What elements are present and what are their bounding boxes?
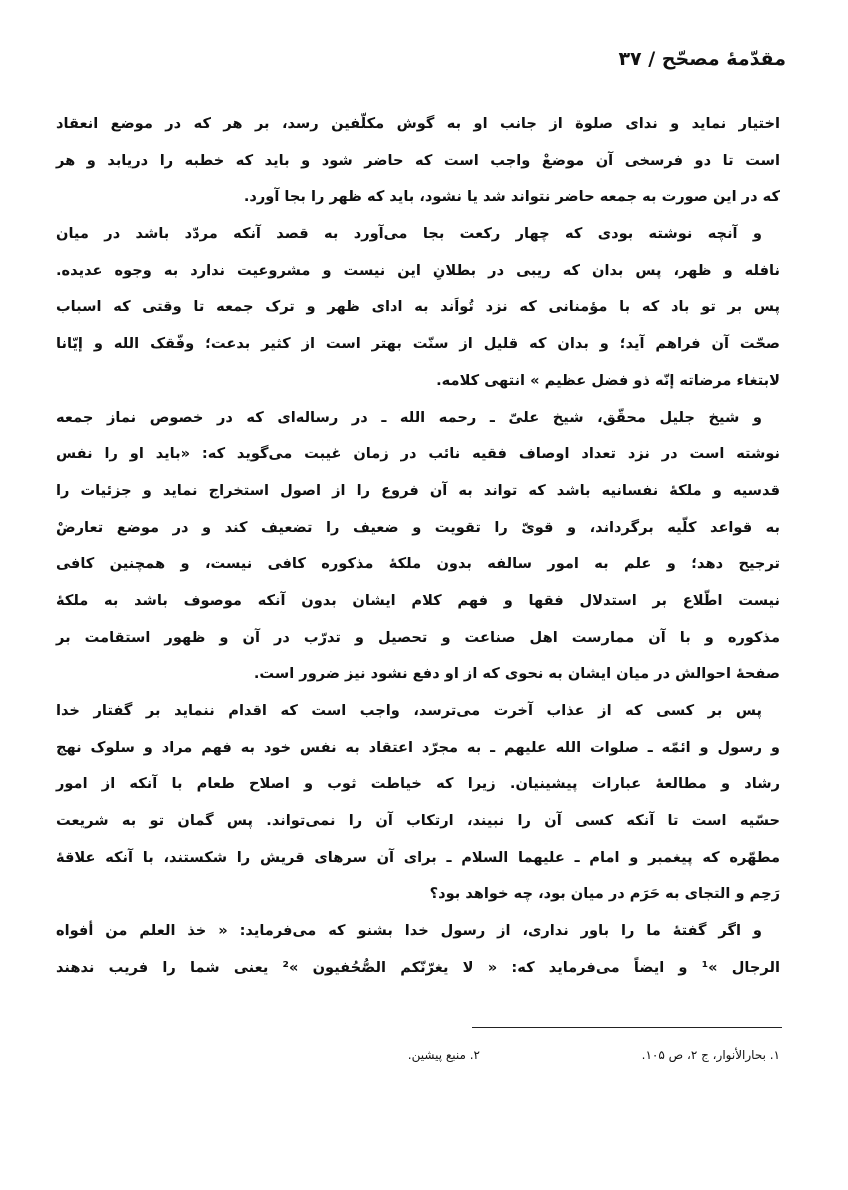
text-line: قدسیه و ملکهٔ نفسانیه باشد که تواند به آن فروع را از اصول استخراج نماید و جزئیات را (56, 481, 780, 499)
footnotes (60, 1040, 780, 1070)
text-line: رشاد و مطالعهٔ عبارات پیشینیان. زیرا که خیاطت ثوب و اصلاح طعام با آنکه از امور (56, 775, 780, 793)
text-line: صحّت آن فراهم آید؛ و بدان که قلیل از سنّت بهتر است از کثیر بدعت؛ وفّقک الله و إیّانا (56, 335, 780, 353)
footnote-1: ۱. بحارالأنوار، ج ۲، ص ۱۰۵. (641, 1048, 780, 1062)
text-line: حسّیه است تا آنکه کسی آن را نبیند، ارتکاب آن را نمی‌تواند. پس گمان تو به شریعت (56, 812, 780, 830)
text-line: است تا دو فرسخی آن موضعْ واجب است که حاضر شود و باید که خطبه را دریابد و هر (56, 151, 780, 169)
main-text (56, 106, 780, 987)
text-line: ترجیح دهد؛ و علم به امور سالفه بدون ملکهٔ مذکوره کافی نیست، و همچنین کافی (56, 555, 780, 573)
footnote-divider (472, 1027, 782, 1028)
text-line: و شیخ جلیل محقّق، شیخ علیّ ـ رحمه الله ـ در رساله‌ای که در خصوص نماز جمعه (56, 408, 762, 426)
text-line: صفحهٔ احوالش در میان ایشان به نحوی که از او دفع نشود نیز ضرور است. (253, 665, 780, 683)
text-line: الرجال »¹ و ایضاً می‌فرماید که: « لا یغرّنّکم الصُّحُفیون »² یعنی شما را فریب ندهند (56, 958, 780, 976)
running-head: مقدّمهٔ مصحّح / ۳۷ (618, 48, 786, 70)
text-line: و اگر گفتهٔ ما را باور نداری، از رسول خدا بشنو که می‌فرماید: « خذ العلم من أفواه (56, 922, 762, 940)
text-line: لابتغاء مرضاته إنّه ذو فضل عظیم » انتهی کلامه. (436, 371, 780, 389)
footnote-2: ۲. منبع پیشین. (407, 1048, 480, 1062)
text-line: نافله و ظهر، پس بدان که ریبی در بطلانِ این نیست و مشروعیت ندارد به وجوه عدیده. (56, 261, 780, 279)
text-line: نیست اطّلاع بر استدلال فقها و فهم کلام ایشان بدون آنکه موصوف باشد به ملکهٔ (56, 591, 780, 609)
text-line: به قواعد کلّیه برگرداند، و قویّ را تقویت و ضعیف را تضعیف کند و در موضع تعارضْ (56, 518, 780, 536)
text-line: اختیار نماید و ندای صلوة از جانب او به گوش مکلّفین رسد، بر هر که در موضع انعقاد (56, 115, 780, 132)
text-line: و رسول و ائمّه ـ صلوات الله علیهم ـ به مجرّد اعتقاد به نفس خود به فهم مراد و سلوک نهج (56, 738, 780, 756)
text-line: مذکوره و با آن ممارست اهل صناعت و تحصیل و تدرّب در آن و ظهور استقامت بر (56, 628, 780, 646)
text-line: نوشته است در نزد تعداد اوصاف فقیه نائب در زمان غیبت می‌گوید که: «باید او را نفس (56, 445, 780, 463)
text-line: پس بر کسی که از عذاب آخرت می‌ترسد، واجب است که اقدام ننماید بر گفتار خدا (56, 702, 762, 719)
text-line: مطهّره که پیغمبر و امام ـ علیهما السلام ـ برای آن سرهای قریش را شکستند، با آنکه علاقهٔ (56, 848, 780, 866)
text-line: و آنچه نوشته بودی که چهار رکعت بجا می‌آورد به قصد آنکه مردّد باشد در میان (56, 225, 762, 243)
text-line: پس بر تو باد که با مؤمنانی که نزد تُواَند به ادای ظهر و ترک جمعه تا وقتی که اسباب (56, 298, 780, 316)
text-line: رَحِم و التجای به حَرَم در میان بود، چه خواهد بود؟ (429, 885, 780, 903)
text-line: که در این صورت به جمعه حاضر نتواند شد یا نشود، باید که ظهر را بجا آورد. (243, 188, 780, 206)
